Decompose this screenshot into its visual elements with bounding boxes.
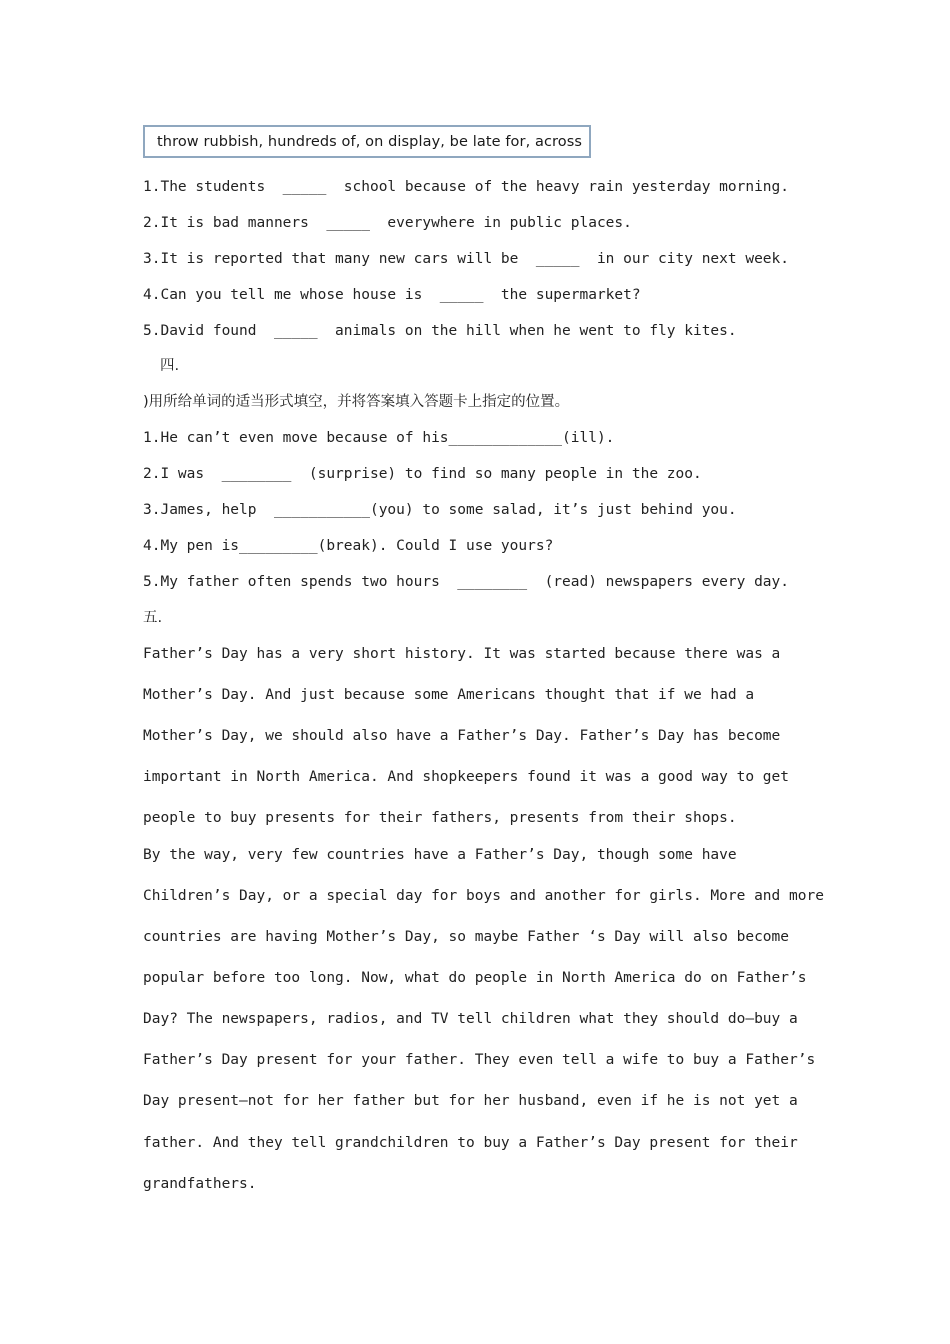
passage-line: Day? The newspapers, radios, and TV tell children what they should do—buy a — [143, 1011, 798, 1027]
passage-line: people to buy presents for their fathers, presents from their shops. — [143, 810, 737, 826]
part3-item-2: 2.It is bad manners _____ everywhere in public places. — [143, 215, 632, 231]
part5-heading: 五. — [143, 610, 163, 626]
part4-instruction: )用所给单词的适当形式填空，并将答案填入答题卡上指定的位置。 — [143, 394, 570, 410]
part4-item-1: 1.He can’t even move because of his_____________(ill). — [143, 430, 615, 446]
passage-line: By the way, very few countries have a Father’s Day, though some have — [143, 847, 737, 863]
passage-line: countries are having Mother’s Day, so maybe Father ‘s Day will also become — [143, 929, 790, 945]
part3-item-3: 3.It is reported that many new cars will be _____ in our city next week. — [143, 251, 790, 267]
passage-line: Mother’s Day. And just because some Americans thought that if we had a — [143, 687, 755, 703]
part4-item-4: 4.My pen is_________(break). Could I use yours? — [143, 538, 554, 554]
part3-item-5: 5.David found _____ animals on the hill when he went to fly kites. — [143, 323, 737, 339]
part4-item-5: 5.My father often spends two hours ________ (read) newspapers every day. — [143, 574, 790, 590]
passage-line: grandfathers. — [143, 1176, 257, 1192]
passage-line: popular before too long. Now, what do people in North America do on Father’s — [143, 970, 807, 986]
part4-item-2: 2.I was ________ (surprise) to find so many people in the zoo. — [143, 466, 702, 482]
passage-line: Father’s Day present for your father. They even tell a wife to buy a Father’s — [143, 1052, 816, 1068]
part4-item-3: 3.James, help ___________(you) to some salad, it’s just behind you. — [143, 502, 737, 518]
word-bank-box: throw rubbish, hundreds of, on display, be late for, across — [143, 125, 591, 158]
passage-line: father. And they tell grandchildren to buy a Father’s Day present for their — [143, 1135, 798, 1151]
passage-line: Children’s Day, or a special day for boys and another for girls. More and more — [143, 888, 824, 904]
part3-item-4: 4.Can you tell me whose house is _____ the supermarket? — [143, 287, 641, 303]
passage-line: Mother’s Day, we should also have a Father’s Day. Father’s Day has become — [143, 728, 781, 744]
passage-line: Day present—not for her father but for her husband, even if he is not yet a — [143, 1093, 798, 1109]
passage-line: Father’s Day has a very short history. It was started because there was a — [143, 646, 781, 662]
part4-heading: 四. — [160, 358, 180, 374]
passage-line: important in North America. And shopkeepers found it was a good way to get — [143, 769, 790, 785]
part3-item-1: 1.The students _____ school because of the heavy rain yesterday morning. — [143, 179, 790, 195]
